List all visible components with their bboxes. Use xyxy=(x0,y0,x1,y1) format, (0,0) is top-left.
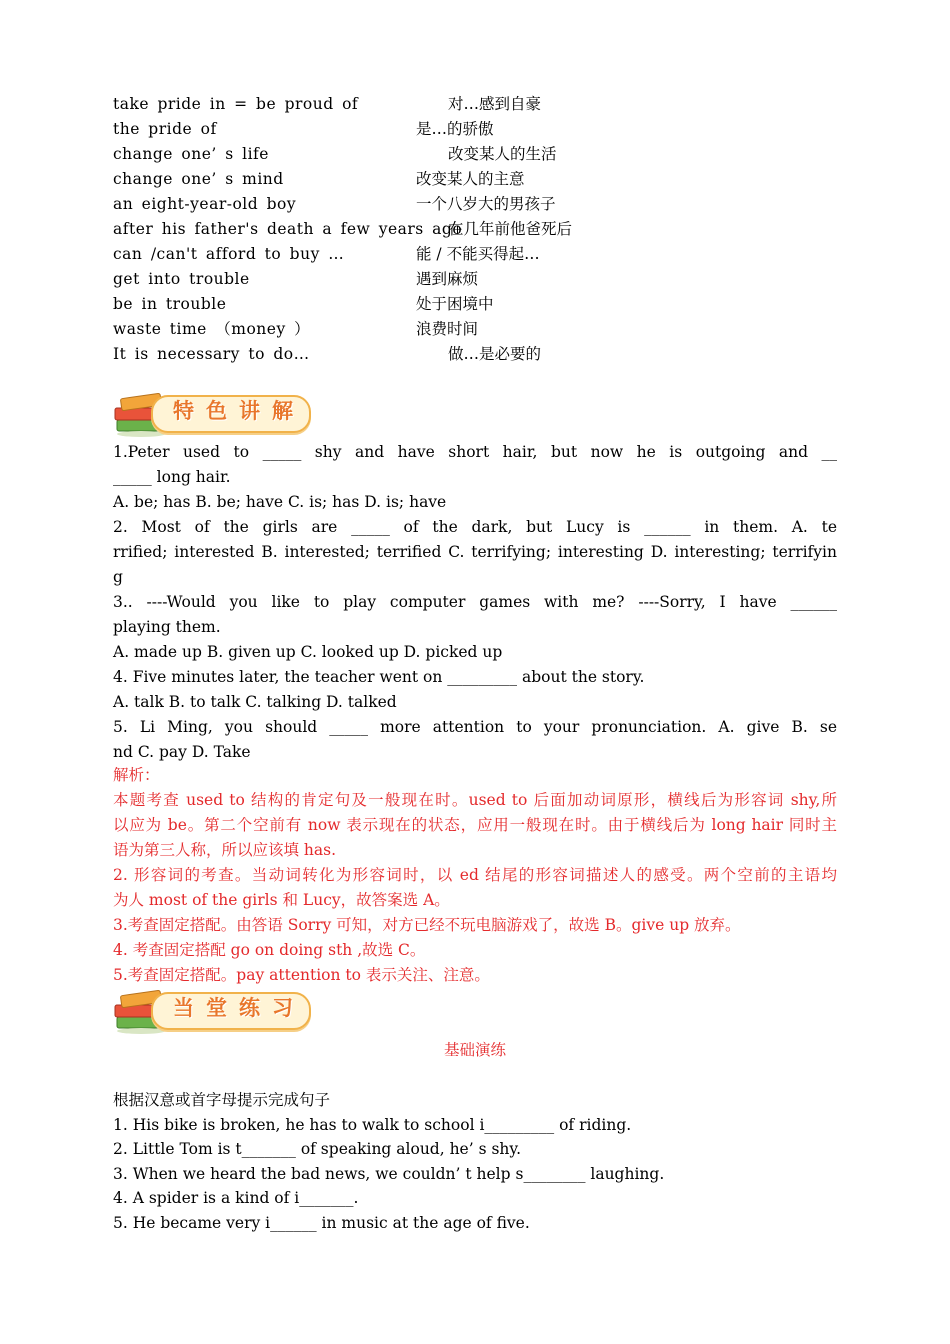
vocab-row xyxy=(113,317,853,342)
practice-item: 4. A spider is a kind of i_______. xyxy=(113,1189,359,1208)
vocab-row xyxy=(113,267,853,292)
analysis-line: 本题考查 used to 结构的肯定句及一般现在时。used to 后面加动词原形，横线后为形容词 shy,所 xyxy=(113,791,837,809)
section-title: 当堂练习 xyxy=(173,996,305,1020)
question-line: 3.. ----Would you like to play computer games with me? ----Sorry, I have ______ xyxy=(113,593,837,611)
vocab-meaning: 在几年前他爸死后 xyxy=(448,220,573,238)
practice-instruction: 根据汉意或首字母提示完成句子 xyxy=(113,1091,331,1109)
vocab-meaning: 做…是必要的 xyxy=(448,345,542,363)
vocab-phrase: change one’ s life xyxy=(113,145,269,163)
question-line: A. made up B. given up C. looked up D. picked up xyxy=(113,643,503,661)
practice-item: 3. When we heard the bad news, we couldn’ t help s________ laughing. xyxy=(113,1164,665,1183)
question-line: nd C. pay D. Take xyxy=(113,743,251,761)
question-line: 4. Five minutes later, the teacher went on _________ about the story. xyxy=(113,668,645,686)
analysis-block xyxy=(113,763,837,988)
practice-item: 2. Little Tom is t_______ of speaking aloud, he’ s shy. xyxy=(113,1140,522,1159)
vocab-phrase: the pride of xyxy=(113,120,217,138)
question-line: A. be; has B. be; have C. is; has D. is; have xyxy=(113,493,447,511)
vocab-row xyxy=(113,292,853,317)
vocab-meaning: 对…感到自豪 xyxy=(448,95,542,113)
analysis-line: 2. 形容词的考查。当动词转化为形容词时，以 ed 结尾的形容词描述人的感受。两个空前的主语均 xyxy=(113,866,837,884)
vocab-row xyxy=(113,192,853,217)
vocab-meaning: 能 / 不能买得起… xyxy=(416,245,540,263)
analysis-line: 5.考查固定搭配。pay attention to 表示关注、注意。 xyxy=(113,966,490,984)
vocab-meaning: 一个八岁大的男孩子 xyxy=(416,195,556,213)
vocab-meaning: 改变某人的生活 xyxy=(448,145,557,163)
vocab-phrase: take pride in = be proud of xyxy=(113,95,359,113)
question-line: playing them. xyxy=(113,618,221,636)
vocab-row xyxy=(113,217,853,242)
analysis-line: 语为第三人称，所以应该填 has. xyxy=(113,841,337,859)
vocab-meaning: 处于困境中 xyxy=(416,295,494,313)
practice-block xyxy=(113,1088,837,1236)
vocab-row xyxy=(113,142,853,167)
vocab-phrase: It is necessary to do… xyxy=(113,345,310,363)
question-line: g xyxy=(113,568,123,586)
vocab-phrase: can /can't afford to buy … xyxy=(113,245,345,263)
vocab-phrase: after his father's death a few years ago xyxy=(113,220,463,238)
question-line: 1.Peter used to _____ shy and have short hair, but now he is outgoing and __ xyxy=(113,443,837,461)
section-title: 特色讲解 xyxy=(173,399,305,423)
question-line: rrified; interested B. interested; terrified C. terrifying; interesting D. interesting; terrifyin xyxy=(113,543,837,561)
vocab-meaning: 浪费时间 xyxy=(416,320,479,338)
section-banner-features xyxy=(113,388,313,440)
vocab-meaning: 是…的骄傲 xyxy=(416,120,494,138)
question-line: _____ long hair. xyxy=(113,468,231,486)
analysis-line: 3.考查固定搭配。由答语 Sorry 可知，对方已经不玩电脑游戏了，故选 B。give up 放弃。 xyxy=(113,916,741,934)
section-banner-practice xyxy=(113,985,313,1037)
vocab-phrase: an eight-year-old boy xyxy=(113,195,297,213)
vocab-phrase: change one’ s mind xyxy=(113,170,284,188)
vocab-row xyxy=(113,92,853,117)
questions-block xyxy=(113,440,837,765)
practice-item: 1. His bike is broken, he has to walk to school i_________ of riding. xyxy=(113,1115,632,1134)
practice-title: 基础演练 xyxy=(443,1041,506,1059)
question-line: 2. Most of the girls are _____ of the dark, but Lucy is ______ in them. A. te xyxy=(113,518,837,536)
vocab-meaning: 遇到麻烦 xyxy=(416,270,479,288)
analysis-line: 4. 考查固定搭配 go on doing sth ,故选 C。 xyxy=(113,941,426,959)
vocab-meaning: 改变某人的主意 xyxy=(416,170,525,188)
vocab-phrase: get into trouble xyxy=(113,270,250,288)
vocab-row xyxy=(113,167,853,192)
vocab-row xyxy=(113,242,853,267)
analysis-line: 以应为 be。第二个空前有 now 表示现在的状态，应用一般现在时。由于横线后为 long hair 同时主 xyxy=(113,816,837,834)
analysis-heading: 解析： xyxy=(113,766,160,784)
vocab-phrase: be in trouble xyxy=(113,295,227,313)
practice-item: 5. He became very i______ in music at the age of five. xyxy=(113,1213,530,1232)
analysis-line: 为人 most of the girls 和 Lucy，故答案选 A。 xyxy=(113,891,450,909)
vocab-phrase: waste time （money ） xyxy=(113,320,311,338)
question-line: A. talk B. to talk C. talking D. talked xyxy=(113,693,397,711)
question-line: 5. Li Ming, you should _____ more attention to your pronunciation. A. give B. se xyxy=(113,718,837,736)
vocab-row xyxy=(113,117,853,142)
vocab-row xyxy=(113,342,853,367)
vocabulary-list xyxy=(113,92,853,367)
